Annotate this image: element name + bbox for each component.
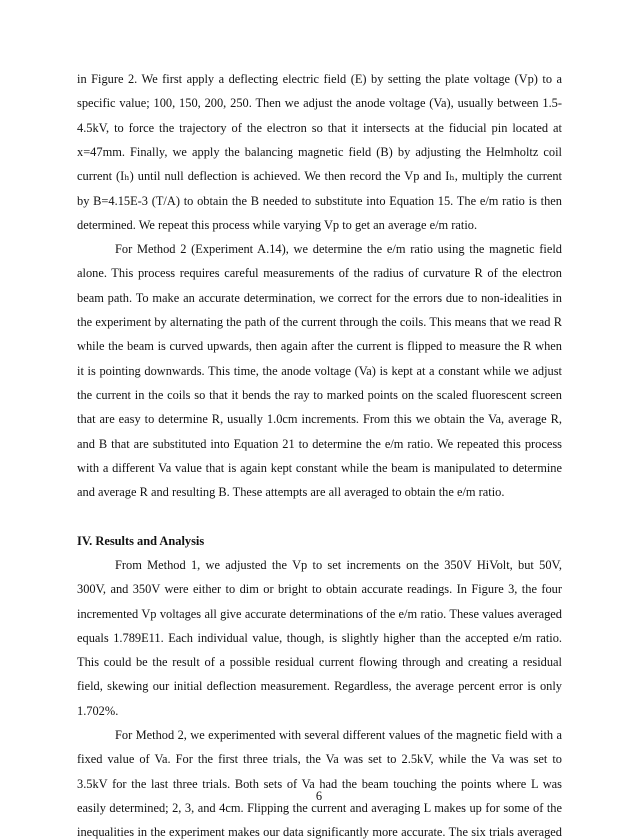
text-line: 300V, and 350V were either to dim or bright to obtain accurate readings. In Figure 3, the four <box>77 582 562 596</box>
text-line: and B that are substituted into Equation 21 to determine the e/m ratio. We repeated this process <box>77 437 562 451</box>
section-heading: IV. Results and Analysis <box>77 534 205 548</box>
page-number: 6 <box>315 789 323 803</box>
text-line: that are easy to determine R, usually 1.0cm increments. From this we obtain the Va, average R, <box>77 412 562 426</box>
text-line: 3.5kV for the last three trials. Both sets of Va had the beam touching the points where L was <box>77 777 562 791</box>
text-line: easily determined; 2, 3, and 4cm. Flipping the current and averaging L makes up for some of the <box>77 801 562 815</box>
text-line: 4.5kV, to force the trajectory of the electron so that it intersects at the fiducial pin located at <box>77 121 562 135</box>
text-line: incremented Vp voltages all give accurate determinations of the e/m ratio. These values averaged <box>77 607 562 621</box>
text-line: current (Iₕ) until null deflection is achieved. We then record the Vp and Iₕ, multiply the current <box>77 169 562 183</box>
text-line: x=47mm. Finally, we apply the balancing magnetic field (B) by adjusting the Helmholtz coil <box>77 145 562 159</box>
text-line: beam path. To make an accurate determination, we correct for the errors due to non-idealities in <box>77 291 562 305</box>
text-line: From Method 1, we adjusted the Vp to set increments on the 350V HiVolt, but 50V, <box>115 558 562 572</box>
text-line: inequalities in the experiment makes our data significantly more accurate. The six trials averaged <box>77 825 562 839</box>
text-line: 1.702%. <box>77 704 119 718</box>
text-line: field, skewing our initial deflection measurement. Regardless, the average percent error is only <box>77 679 562 693</box>
text-line: equals 1.789E11. Each individual value, though, is slightly higher than the accepted e/m ratio. <box>77 631 562 645</box>
text-line: For Method 2, we experimented with several different values of the magnetic field with a <box>115 728 562 742</box>
text-line: For Method 2 (Experiment A.14), we determine the e/m ratio using the magnetic field <box>115 242 562 256</box>
text-line: and average R and resulting B. These attempts are all averaged to obtain the e/m ratio. <box>77 485 505 499</box>
text-line: alone. This process requires careful measurements of the radius of curvature R of the electron <box>77 266 562 280</box>
text-line: specific value; 100, 150, 200, 250. Then we adjust the anode voltage (Va), usually between 1.5- <box>77 96 562 110</box>
text-line: by B=4.15E-3 (T/A) to obtain the B needed to substitute into Equation 15. The e/m ratio is then <box>77 194 562 208</box>
text-line: in Figure 2. We first apply a deflecting electric field (E) by setting the plate voltage (Vp) to a <box>77 72 562 86</box>
text-line: fixed value of Va. For the first three trials, the Va was set to 2.5kV, while the Va was set to <box>77 752 562 766</box>
text-line: it is pointing downwards. This time, the anode voltage (Va) is kept at a constant while we adjust <box>77 364 562 378</box>
text-line: the current in the coils so that it bends the ray to marked points on the scaled fluorescent screen <box>77 388 562 402</box>
text-line: with a different Va value that is again kept constant while the beam is manipulated to determine <box>77 461 562 475</box>
text-line: the experiment by alternating the path of the current through the coils. This means that we read R <box>77 315 562 329</box>
text-line: while the beam is curved upwards, then again after the current is flipped to measure the R when <box>77 339 562 353</box>
text-line: determined. We repeat this process while varying Vp to get an average e/m ratio. <box>77 218 478 232</box>
text-line: This could be the result of a possible residual current flowing through and creating a residual <box>77 655 562 669</box>
